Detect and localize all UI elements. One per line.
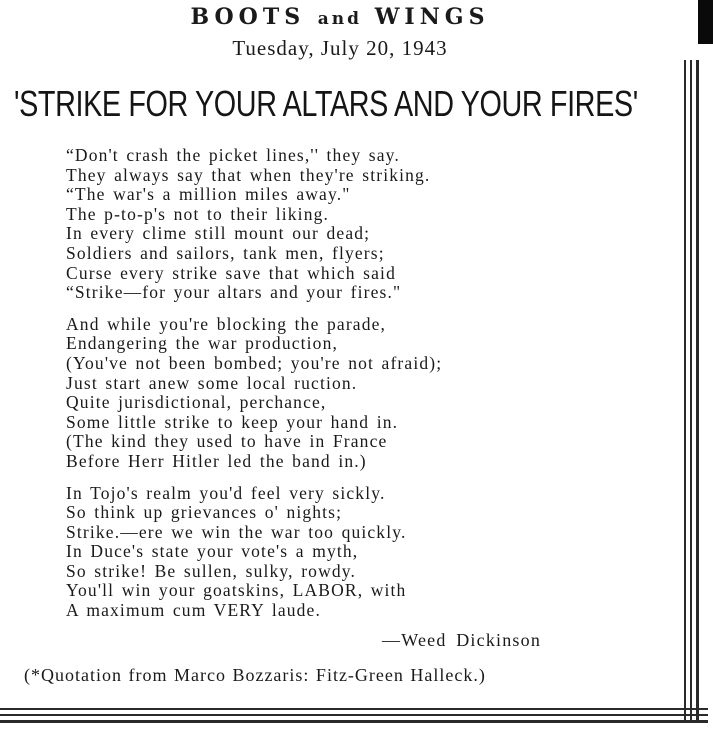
poem-line: A maximum cum VERY laude. [66, 600, 321, 621]
poem-line: You'll win your goatskins, LABOR, with [66, 580, 407, 601]
poem-line: And while you're blocking the parade, [66, 313, 387, 334]
footnote: (*Quotation from Marco Bozzaris: Fitz-Green Halleck.) [24, 665, 486, 685]
poem-line: In Duce's state your vote's a myth, [66, 541, 359, 562]
masthead [0, 4, 680, 30]
masthead-word-boots: BOOTS [190, 4, 306, 30]
poem-stanza-1 [66, 146, 626, 303]
poem-stanza-2 [66, 315, 626, 472]
author-byline: —Weed Dickinson [382, 630, 542, 650]
poem-line: So strike! Be sullen, sulky, rowdy. [66, 560, 357, 581]
corner-ink-block [698, 0, 713, 44]
poem-line: (The kind they used to have in France [66, 431, 388, 452]
masthead-word-wings: WINGS [374, 4, 490, 30]
poem-line: “Strike—for your altars and your fires." [66, 282, 402, 303]
poem-line: Before Herr Hitler led the band in.) [66, 450, 367, 471]
poem-line: “Don't crash the picket lines,'' they say. [66, 145, 400, 165]
border-rule-right-outer [696, 60, 699, 722]
border-rule-bottom-middle [0, 714, 708, 716]
border-rule-right-middle [690, 60, 692, 722]
poem-line: Some little strike to keep your hand in. [66, 411, 399, 432]
poem-line: In every clime still mount our dead; [66, 223, 371, 244]
masthead-word-and: and [317, 9, 363, 29]
poem-line: Endangering the war production, [66, 333, 338, 354]
poem-line: (You've not been bombed; you're not afraid); [66, 352, 443, 373]
poem-line: In Tojo's realm you'd feel very sickly. [66, 482, 386, 503]
headline-text: 'STRIKE FOR YOUR ALTARS AND YOUR FIRES' [14, 83, 638, 124]
poem-stanza-3 [66, 484, 626, 621]
poem-line: Just start anew some local ruction. [66, 372, 358, 393]
poem-line: They always say that when they're striking. [66, 164, 431, 185]
border-rule-bottom-inner [0, 708, 708, 710]
dateline: Tuesday, July 20, 1943 [232, 36, 448, 60]
poem-line: So think up grievances o' nights; [66, 502, 343, 523]
poem-line: The p-to-p's not to their liking. [66, 203, 330, 224]
border-rule-bottom-outer [0, 720, 708, 723]
poem-line: Curse every strike save that which said [66, 262, 396, 283]
poem-body [66, 146, 626, 633]
poem-line: Soldiers and sailors, tank men, flyers; [66, 242, 385, 263]
poem-line: Quite jurisdictional, perchance, [66, 392, 327, 413]
poem-line: Strike.—ere we win the war too quickly. [66, 521, 407, 542]
border-rule-right-inner [684, 60, 686, 722]
poem-line: “The war's a million miles away." [66, 184, 351, 205]
headline [14, 83, 638, 125]
